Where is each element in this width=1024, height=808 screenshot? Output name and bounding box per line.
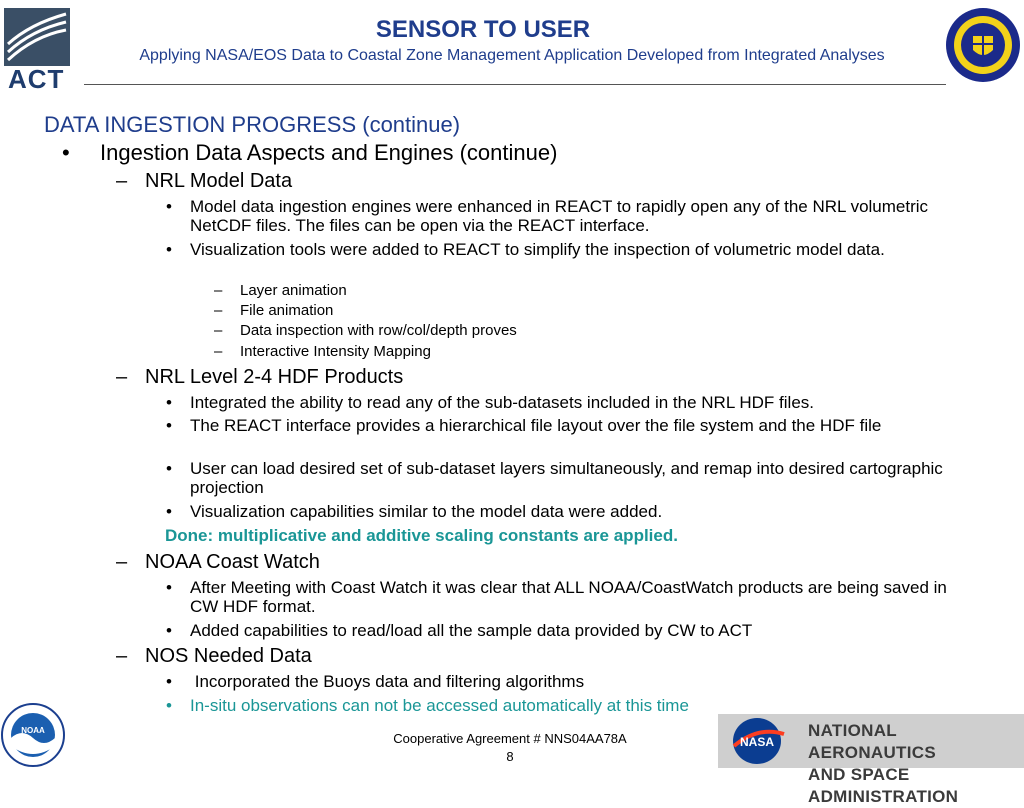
bullet-marker: •	[166, 393, 172, 412]
bullet-marker: •	[166, 240, 172, 259]
nasa-name-line2: AND SPACE ADMINISTRATION	[808, 765, 959, 806]
nrl-hdf-bullet-1: Integrated the ability to read any of the sub-datasets included in the NRL HDF files.	[190, 393, 814, 412]
nrl-model-subitem: Layer animation	[240, 282, 347, 299]
nrl-hdf-bullet-2: The REACT interface provides a hierarchical file layout over the file system and the HDF file	[190, 416, 882, 435]
act-logo-text: ACT	[8, 64, 65, 94]
section-title: DATA INGESTION PROGRESS (continue)	[44, 112, 461, 137]
dash-marker: –	[116, 366, 128, 388]
noaa-bullet-1: After Meeting with Coast Watch it was clear that ALL NOAA/CoastWatch products are being saved in CW HDF format.	[190, 578, 947, 616]
noaa-heading: NOAA Coast Watch	[145, 551, 320, 573]
svg-text:NOAA: NOAA	[21, 726, 45, 735]
level1-heading: Ingestion Data Aspects and Engines (continue)	[100, 140, 558, 165]
bullet-marker: •	[166, 578, 172, 597]
page-number: 8	[506, 749, 514, 764]
bullet-marker: •	[166, 696, 172, 715]
nrl-model-subitem: Data inspection with row/col/depth proves	[240, 322, 517, 339]
dash-marker: –	[116, 645, 128, 667]
nrl-hdf-bullet-4: Visualization capabilities similar to the model data were added.	[190, 502, 663, 521]
bullet-marker: •	[166, 672, 172, 691]
nrl-model-subitem: Interactive Intensity Mapping	[240, 343, 431, 360]
noaa-logo	[0, 702, 66, 768]
footer-text	[330, 730, 690, 766]
dash-marker: –	[116, 170, 128, 192]
svg-text:NASA: NASA	[739, 735, 775, 749]
bullet-marker: •	[166, 197, 172, 216]
slide-subtitle: Applying NASA/EOS Data to Coastal Zone Management Application Developed from Integrated Analyses	[139, 47, 885, 64]
nos-bullet-1: Incorporated the Buoys data and filtering algorithms	[190, 672, 585, 691]
nasa-name	[808, 720, 1024, 808]
nos-bullet-2: In-situ observations can not be accessed automatically at this time	[190, 696, 689, 715]
nasa-name-line1: NATIONAL AERONAUTICS	[808, 721, 936, 762]
dash-marker: –	[116, 551, 128, 573]
dash-marker: –	[214, 322, 223, 339]
bullet-marker: •	[166, 416, 172, 435]
dash-marker: –	[214, 343, 223, 360]
bullet-marker: •	[62, 140, 70, 165]
dash-marker: –	[214, 302, 223, 319]
nrl-model-bullet-1: Model data ingestion engines were enhanced in REACT to rapidly open any of the NRL volumetric NetCDF files. The files can be open via the REACT interface.	[190, 197, 929, 235]
dash-marker: –	[214, 282, 223, 299]
bullet-marker: •	[166, 502, 172, 521]
noaa-bullet-2: Added capabilities to read/load all the sample data provided by CW to ACT	[190, 621, 753, 640]
bullet-marker: •	[166, 621, 172, 640]
done-note: Done: multiplicative and additive scaling constants are applied.	[165, 526, 678, 545]
nrl-seal-logo	[944, 6, 1022, 84]
bullet-marker: •	[166, 459, 172, 478]
cooperative-agreement: Cooperative Agreement # NNS04AA78A	[393, 731, 627, 746]
nasa-meatball-logo	[728, 716, 786, 766]
nrl-hdf-bullet-3: User can load desired set of sub-dataset layers simultaneously, and remap into desired cartographic projection	[190, 459, 943, 497]
nrl-model-subitem: File animation	[240, 302, 334, 319]
nrl-model-heading: NRL Model Data	[145, 170, 293, 192]
nos-heading: NOS Needed Data	[145, 645, 312, 667]
header-divider	[84, 84, 946, 85]
nrl-hdf-heading: NRL Level 2-4 HDF Products	[145, 366, 404, 388]
nrl-model-bullet-2: Visualization tools were added to REACT to simplify the inspection of volumetric model data.	[190, 240, 885, 259]
slide-title: SENSOR TO USER	[375, 16, 591, 43]
